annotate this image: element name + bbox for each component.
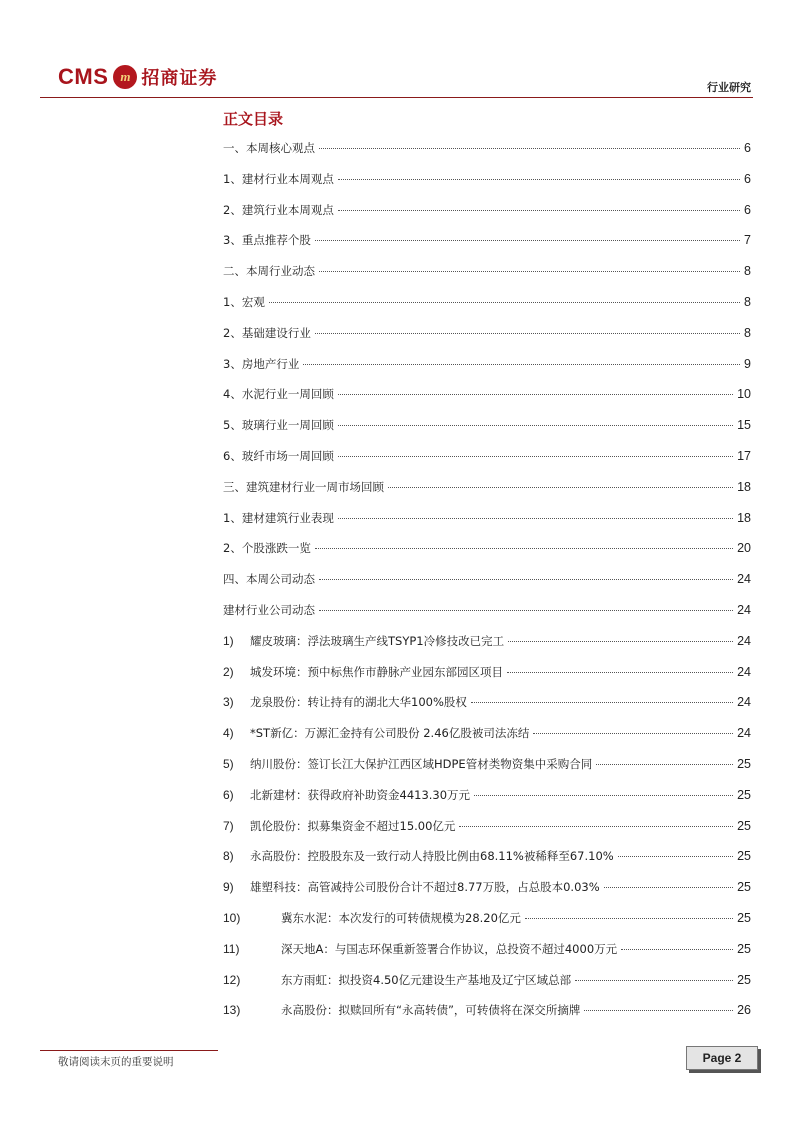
toc-entry-title: 龙泉股份：转让持有的湖北大华100%股权 [250, 695, 467, 710]
toc-entry-title-wrap [223, 725, 529, 741]
toc-entry-page: 17 [737, 448, 751, 463]
toc-entry-page: 25 [737, 849, 751, 864]
toc-entry-page: 8 [744, 264, 751, 279]
toc-entry-title: 雄塑科技：高管减持公司股份合计不超过8.77万股，占总股本0.03% [250, 880, 600, 895]
toc-entry-page: 9 [744, 356, 751, 371]
toc-entry-title-wrap [223, 972, 571, 988]
toc-entry-title: 耀皮玻璃：浮法玻璃生产线TSYP1冷修技改已完工 [250, 633, 505, 648]
toc-entry-number: 5) [223, 756, 234, 771]
toc-entry-page: 24 [737, 726, 751, 741]
toc-entry[interactable] [223, 479, 751, 510]
toc-dot-leader [338, 210, 740, 211]
logo-cms-text: CMS [58, 64, 109, 89]
toc-dot-leader [319, 610, 733, 611]
toc-entry-page: 24 [737, 633, 751, 648]
toc-entry[interactable] [223, 725, 751, 756]
toc-entry-title-wrap [223, 1002, 580, 1018]
toc-entry[interactable] [223, 756, 751, 787]
toc-entry-title: 冀东水泥：本次发行的可转债规模为28.20亿元 [281, 910, 521, 925]
toc-entry-title: 6、玻纤市场一周回顾 [223, 448, 334, 463]
toc-entry-number: 10) [223, 910, 241, 925]
toc-entry-number: 11) [223, 941, 240, 956]
toc-entry[interactable] [223, 602, 751, 633]
toc-dot-leader [584, 1010, 733, 1011]
toc-entry[interactable] [223, 910, 751, 941]
toc-entry-title-wrap [223, 910, 521, 926]
toc-entry[interactable] [223, 571, 751, 602]
toc-entry-title: 1、建材建筑行业表现 [223, 510, 334, 525]
toc-entry-title-wrap [223, 510, 334, 526]
toc-entry-title: 永高股份：控股股东及一致行动人持股比例由68.11%被稀释至67.10% [250, 849, 614, 864]
toc-entry-title-wrap [223, 756, 592, 772]
company-logo [58, 60, 217, 94]
toc-entry-page: 25 [737, 787, 751, 802]
toc-entry[interactable] [223, 386, 751, 417]
toc-entry-title: 北新建材：获得政府补助资金4413.30万元 [250, 787, 471, 802]
toc-entry-title: 2、建筑行业本周观点 [223, 202, 334, 217]
toc-entry-page: 7 [744, 233, 751, 248]
toc-entry-page: 20 [737, 541, 751, 556]
toc-dot-leader [338, 394, 733, 395]
footer-disclaimer-note: 敬请阅读末页的重要说明 [58, 1056, 174, 1068]
header-divider [40, 97, 753, 98]
toc-entry-page: 25 [737, 941, 751, 956]
logo-emblem-icon [113, 65, 137, 89]
toc-entry-title-wrap [223, 417, 334, 433]
toc-entry-page: 6 [744, 202, 751, 217]
toc-entry-title: 四、本周公司动态 [223, 572, 315, 587]
toc-entry[interactable] [223, 448, 751, 479]
toc-entry-page: 25 [737, 910, 751, 925]
toc-entry[interactable] [223, 879, 751, 910]
toc-dot-leader [459, 826, 733, 827]
toc-entry-page: 8 [744, 325, 751, 340]
toc-entry-page: 25 [737, 756, 751, 771]
toc-dot-leader [618, 856, 733, 857]
toc-dot-leader [319, 148, 740, 149]
toc-dot-leader [388, 487, 733, 488]
toc-entry-title-wrap [223, 879, 600, 895]
toc-dot-leader [315, 548, 733, 549]
toc-dot-leader [507, 672, 733, 673]
toc-entry-title-wrap [223, 386, 334, 402]
toc-entry[interactable] [223, 664, 751, 695]
toc-entry[interactable] [223, 941, 751, 972]
toc-entry-title: *ST新亿：万源汇金持有公司股份 2.46亿股被司法冻结 [250, 726, 530, 741]
toc-entry-title: 城发环境：预中标焦作市静脉产业园东部园区项目 [250, 664, 503, 679]
toc-entry[interactable] [223, 540, 751, 571]
toc-entry[interactable] [223, 787, 751, 818]
toc-entry-title: 1、宏观 [223, 294, 265, 309]
toc-entry-title-wrap [223, 202, 334, 218]
footer-divider [40, 1050, 218, 1051]
toc-entry-title: 2、基础建设行业 [223, 325, 311, 340]
toc-entry-title: 建材行业公司动态 [223, 602, 315, 617]
toc-entry-number: 3) [223, 695, 234, 710]
toc-entry-title-wrap [223, 694, 467, 710]
toc-entry[interactable] [223, 848, 751, 879]
toc-dot-leader [474, 795, 733, 796]
toc-entry-title-wrap [223, 356, 299, 372]
toc-entry-title-wrap [223, 294, 265, 310]
toc-entry-title-wrap [223, 140, 315, 156]
toc-entry-title-wrap [223, 787, 470, 803]
logo-emblem-letter: m [120, 69, 131, 84]
toc-entry[interactable] [223, 694, 751, 725]
toc-entry-title: 5、玻璃行业一周回顾 [223, 418, 334, 433]
toc-entry-title: 3、房地产行业 [223, 356, 300, 371]
toc-entry-page: 25 [737, 818, 751, 833]
toc-entry-page: 18 [737, 510, 751, 525]
report-category: 行业研究 [707, 81, 751, 94]
toc-dot-leader [319, 579, 733, 580]
toc-dot-leader [338, 425, 733, 426]
toc-dot-leader [338, 179, 740, 180]
toc-entry-page: 24 [737, 572, 751, 587]
toc-entry-title-wrap [223, 848, 614, 864]
toc-entry[interactable] [223, 232, 751, 263]
toc-entry-title-wrap [223, 232, 311, 248]
toc-dot-leader [533, 733, 733, 734]
toc-dot-leader [315, 240, 740, 241]
toc-dot-leader [303, 364, 740, 365]
toc-entry-page: 6 [744, 141, 751, 155]
toc-entry-title-wrap [223, 325, 311, 341]
toc-entry-title: 深天地A：与国志环保重新签署合作协议，总投资不超过4000万元 [281, 941, 618, 956]
toc-entry-page: 25 [737, 972, 751, 987]
toc-entry-number: 4) [223, 726, 234, 741]
toc-entry-page: 18 [737, 479, 751, 494]
toc-entry[interactable] [223, 1002, 751, 1033]
toc-entry-title-wrap [223, 263, 315, 279]
toc-entry[interactable] [223, 356, 751, 387]
toc-dot-leader [596, 764, 733, 765]
toc-entry-number: 1) [223, 633, 234, 648]
toc-entry-number: 2) [223, 664, 234, 679]
table-of-contents [223, 140, 751, 1033]
toc-entry-page: 6 [744, 171, 751, 186]
toc-entry-number: 12) [223, 972, 241, 987]
toc-entry-title: 1、建材行业本周观点 [223, 171, 334, 186]
toc-entry-page: 10 [737, 387, 751, 402]
toc-entry[interactable] [223, 202, 751, 233]
toc-entry-title-wrap [223, 540, 311, 556]
toc-entry-title: 永高股份：拟赎回所有“永高转债”，可转债将在深交所摘牌 [281, 1003, 581, 1018]
toc-dot-leader [471, 702, 733, 703]
toc-entry-page: 8 [744, 294, 751, 309]
toc-entry-title: 凯伦股份：拟募集资金不超过15.00亿元 [250, 818, 456, 833]
toc-entry-title-wrap [223, 448, 334, 464]
toc-entry-title-wrap [223, 818, 455, 834]
toc-entry[interactable] [223, 294, 751, 325]
toc-entry-title-wrap [223, 479, 384, 495]
toc-entry[interactable] [223, 818, 751, 849]
toc-entry[interactable] [223, 263, 751, 294]
toc-entry-page: 25 [737, 880, 751, 895]
toc-entry-title: 三、建筑建材行业一周市场回顾 [223, 479, 384, 494]
toc-entry[interactable] [223, 633, 751, 664]
toc-entry-number: 13) [223, 1003, 241, 1018]
toc-entry[interactable] [223, 972, 751, 1003]
toc-dot-leader [338, 456, 733, 457]
page-number-badge: Page 2 [686, 1046, 758, 1070]
toc-dot-leader [508, 641, 733, 642]
toc-dot-leader [319, 271, 740, 272]
toc-entry[interactable] [223, 171, 751, 202]
toc-dot-leader [315, 333, 740, 334]
toc-dot-leader [621, 949, 733, 950]
toc-entry-title-wrap [223, 941, 617, 957]
toc-entry-page: 24 [737, 664, 751, 679]
toc-entry-number: 7) [223, 818, 234, 833]
toc-dot-leader [338, 518, 733, 519]
toc-entry-number: 8) [223, 849, 234, 864]
toc-entry-number: 9) [223, 880, 234, 895]
toc-entry-title: 3、重点推荐个股 [223, 233, 311, 248]
toc-entry-page: 26 [737, 1003, 751, 1018]
toc-entry[interactable] [223, 510, 751, 541]
toc-title: 正文目录 [223, 110, 284, 128]
toc-dot-leader [575, 980, 733, 981]
toc-entry-number: 6) [223, 787, 234, 802]
toc-entry-page: 15 [737, 418, 751, 433]
toc-entry-page: 24 [737, 695, 751, 710]
toc-entry[interactable] [223, 140, 751, 171]
toc-entry-page: 24 [737, 602, 751, 617]
toc-entry-title: 4、水泥行业一周回顾 [223, 387, 334, 402]
toc-entry-title-wrap [223, 664, 503, 680]
toc-dot-leader [525, 918, 733, 919]
logo-chinese-name: 招商证券 [141, 68, 218, 89]
toc-entry-title: 二、本周行业动态 [223, 264, 315, 279]
toc-entry-title-wrap [223, 602, 315, 618]
toc-entry-title: 东方雨虹：拟投资4.50亿元建设生产基地及辽宁区域总部 [281, 972, 572, 987]
toc-entry[interactable] [223, 417, 751, 448]
toc-dot-leader [604, 887, 733, 888]
toc-entry-title-wrap [223, 633, 504, 649]
toc-entry-title-wrap [223, 171, 334, 187]
toc-entry-title: 一、本周核心观点 [223, 141, 315, 155]
toc-entry-title: 纳川股份：签订长江大保护江西区域HDPE管材类物资集中采购合同 [250, 756, 593, 771]
toc-entry[interactable] [223, 325, 751, 356]
toc-dot-leader [269, 302, 740, 303]
toc-entry-title-wrap [223, 571, 315, 587]
toc-entry-title: 2、个股涨跌一览 [223, 541, 311, 556]
